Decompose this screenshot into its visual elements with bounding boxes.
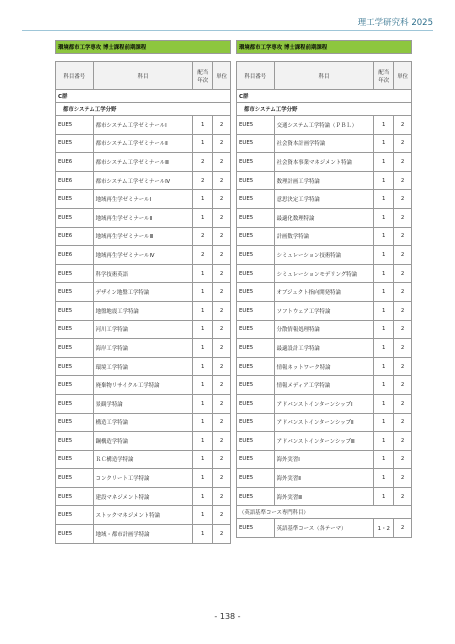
cell-code: EUE5 <box>237 171 275 190</box>
cell-credits: 2 <box>213 301 231 320</box>
page-header-title: 理工学研究科 2025 <box>357 18 433 28</box>
cell-year: 1・2 <box>374 519 394 538</box>
cell-name: アドバンストインターンシップⅢ <box>274 432 374 451</box>
table-row <box>237 283 412 302</box>
cell-name: 海外実習Ⅲ <box>274 487 374 506</box>
cell-year: 1 <box>374 208 394 227</box>
cell-code: EUE5 <box>237 376 275 395</box>
header-unit: 単位 <box>213 62 231 90</box>
cell-year: 1 <box>193 413 213 432</box>
cell-name: 海外実習Ⅰ <box>274 450 374 469</box>
cell-credits: 2 <box>213 469 231 488</box>
cell-name: 建設マネジメント特論 <box>93 487 193 506</box>
cell-code: EUE5 <box>237 227 275 246</box>
cell-name: 地域再生学ゼミナールⅠ <box>93 190 193 209</box>
cell-name: 地域・都市計画学特論 <box>93 525 193 544</box>
cell-year: 1 <box>374 376 394 395</box>
table-row <box>237 171 412 190</box>
cell-year: 1 <box>374 339 394 358</box>
cell-code: EUE5 <box>56 190 94 209</box>
cell-code: EUE5 <box>56 450 94 469</box>
table-row <box>56 246 231 265</box>
cell-name: 景観学特論 <box>93 394 193 413</box>
cell-credits: 2 <box>213 450 231 469</box>
cell-code: EUE5 <box>237 153 275 172</box>
cell-code: EUE5 <box>56 283 94 302</box>
table-title: 環境都市工学専攻 博士課程前期課程 <box>237 41 412 54</box>
page-number: - 138 - <box>214 612 241 621</box>
table-row <box>56 357 231 376</box>
cell-code: EUE5 <box>56 208 94 227</box>
table-row <box>237 301 412 320</box>
cell-code: EUE5 <box>237 208 275 227</box>
cell-credits: 2 <box>213 153 231 172</box>
cell-year: 1 <box>193 506 213 525</box>
cell-year: 2 <box>193 246 213 265</box>
cell-credits: 2 <box>394 357 412 376</box>
cell-name: 社会資本事業マネジメント特論 <box>274 153 374 172</box>
cell-year: 1 <box>193 208 213 227</box>
cell-name: 数理計画工学特論 <box>274 171 374 190</box>
cell-year: 1 <box>374 227 394 246</box>
table-row <box>56 153 231 172</box>
table-row <box>56 264 231 283</box>
cell-credits: 2 <box>394 413 412 432</box>
cell-credits: 2 <box>394 320 412 339</box>
cell-code: EUE5 <box>237 246 275 265</box>
header-code: 科目番号 <box>237 62 275 90</box>
cell-year: 1 <box>193 301 213 320</box>
cell-year: 2 <box>193 153 213 172</box>
cell-name: 鋼構造学特論 <box>93 432 193 451</box>
field-label: 都市システム工学分野 <box>237 103 412 116</box>
cell-year: 1 <box>374 246 394 265</box>
cell-code: EUE5 <box>56 264 94 283</box>
cell-name: 計画数学特論 <box>274 227 374 246</box>
cell-year: 1 <box>374 134 394 153</box>
cell-name: アドバンストインターンシップⅠ <box>274 394 374 413</box>
table-row <box>237 246 412 265</box>
cell-name: コンクリート工学特論 <box>93 469 193 488</box>
cell-credits: 2 <box>394 227 412 246</box>
table-row <box>237 320 412 339</box>
table-row <box>237 190 412 209</box>
cell-year: 1 <box>193 264 213 283</box>
cell-credits: 2 <box>213 208 231 227</box>
cell-year: 2 <box>193 171 213 190</box>
cell-year: 1 <box>374 171 394 190</box>
cell-year: 1 <box>193 376 213 395</box>
cell-year: 1 <box>374 283 394 302</box>
cell-credits: 2 <box>394 519 412 538</box>
cell-credits: 2 <box>394 208 412 227</box>
cell-code: EUE5 <box>237 116 275 135</box>
table-row <box>56 283 231 302</box>
cell-year: 1 <box>374 301 394 320</box>
table-row <box>237 339 412 358</box>
table-row <box>56 376 231 395</box>
cell-credits: 2 <box>213 339 231 358</box>
table-row <box>56 171 231 190</box>
cell-name: 地域再生学ゼミナールⅢ <box>93 227 193 246</box>
table-row <box>56 134 231 153</box>
cell-year: 1 <box>374 116 394 135</box>
cell-year: 1 <box>374 487 394 506</box>
table-row <box>237 487 412 506</box>
cell-credits: 2 <box>213 190 231 209</box>
header-divider <box>22 30 433 31</box>
cell-credits: 2 <box>394 376 412 395</box>
cell-credits: 2 <box>213 171 231 190</box>
table-row <box>56 320 231 339</box>
cell-year: 1 <box>374 153 394 172</box>
cell-code: EUE5 <box>56 394 94 413</box>
cell-code: EUE6 <box>56 153 94 172</box>
table-title: 環境都市工学専攻 博士課程前期課程 <box>56 41 231 54</box>
cell-year: 1 <box>193 394 213 413</box>
cell-credits: 2 <box>213 506 231 525</box>
cell-year: 1 <box>374 190 394 209</box>
cell-code: EUE5 <box>56 432 94 451</box>
cell-credits: 2 <box>394 301 412 320</box>
cell-name: 地域再生学ゼミナールⅣ <box>93 246 193 265</box>
header-unit: 単位 <box>394 62 412 90</box>
cell-credits: 2 <box>394 487 412 506</box>
cell-credits: 2 <box>213 394 231 413</box>
cell-name: ソフトウェア工学特論 <box>274 301 374 320</box>
table-row <box>56 339 231 358</box>
cell-code: EUE5 <box>56 357 94 376</box>
cell-name: アドバンストインターンシップⅡ <box>274 413 374 432</box>
cell-year: 1 <box>193 357 213 376</box>
cell-name: 地盤地震工学特論 <box>93 301 193 320</box>
cell-name: 廃棄物リサイクル工学特論 <box>93 376 193 395</box>
cell-code: EUE5 <box>237 432 275 451</box>
cell-name: デザイン地盤工学特論 <box>93 283 193 302</box>
table-row <box>237 227 412 246</box>
table-row <box>237 413 412 432</box>
cell-credits: 2 <box>394 134 412 153</box>
cell-code: EUE5 <box>56 301 94 320</box>
cell-name: 地域再生学ゼミナールⅡ <box>93 208 193 227</box>
cell-code: EUE5 <box>237 134 275 153</box>
cell-name: 海外実習Ⅱ <box>274 469 374 488</box>
cell-name: 都市システム工学ゼミナールⅢ <box>93 153 193 172</box>
cell-year: 1 <box>374 432 394 451</box>
right-course-table <box>236 40 412 538</box>
cell-code: EUE5 <box>237 487 275 506</box>
cell-name: 環境工学特論 <box>93 357 193 376</box>
table-row <box>56 450 231 469</box>
table-row <box>237 153 412 172</box>
cell-code: EUE5 <box>237 190 275 209</box>
table-row <box>237 519 412 538</box>
cell-year: 1 <box>193 469 213 488</box>
table-row <box>56 525 231 544</box>
cell-code: EUE5 <box>237 413 275 432</box>
table-row <box>237 208 412 227</box>
cell-code: EUE5 <box>56 320 94 339</box>
cell-name: 分散情報処理特論 <box>274 320 374 339</box>
cell-credits: 2 <box>213 432 231 451</box>
cell-code: EUE6 <box>56 246 94 265</box>
left-course-table <box>55 40 231 544</box>
cell-name: 都市システム工学ゼミナールⅡ <box>93 134 193 153</box>
cell-year: 1 <box>193 134 213 153</box>
cell-code: EUE5 <box>56 413 94 432</box>
cell-credits: 2 <box>213 320 231 339</box>
cell-year: 1 <box>193 283 213 302</box>
cell-credits: 2 <box>213 264 231 283</box>
cell-name: 意思決定工学特論 <box>274 190 374 209</box>
cell-code: EUE5 <box>56 525 94 544</box>
cell-name: 情報ネットワーク特論 <box>274 357 374 376</box>
group-label: C群 <box>237 90 412 103</box>
cell-code: EUE5 <box>237 320 275 339</box>
cell-code: EUE5 <box>237 394 275 413</box>
cell-name: 構造工学特論 <box>93 413 193 432</box>
cell-code: EUE5 <box>237 283 275 302</box>
cell-credits: 2 <box>213 357 231 376</box>
table-row <box>56 413 231 432</box>
cell-code: EUE5 <box>56 469 94 488</box>
cell-year: 1 <box>374 469 394 488</box>
cell-credits: 2 <box>394 153 412 172</box>
cell-code: EUE5 <box>237 450 275 469</box>
cell-credits: 2 <box>213 525 231 544</box>
cell-code: EUE5 <box>56 134 94 153</box>
cell-credits: 2 <box>213 246 231 265</box>
cell-code: EUE5 <box>56 116 94 135</box>
cell-name: ＲＣ構造学特論 <box>93 450 193 469</box>
cell-year: 1 <box>374 413 394 432</box>
cell-name: 都市システム工学ゼミナールⅣ <box>93 171 193 190</box>
cell-year: 1 <box>374 357 394 376</box>
cell-year: 1 <box>193 432 213 451</box>
cell-credits: 2 <box>213 227 231 246</box>
cell-name: ストックマネジメント特論 <box>93 506 193 525</box>
cell-code: EUE5 <box>56 339 94 358</box>
cell-code: EUE5 <box>237 469 275 488</box>
subsection-label: （英語基準コース専門科目） <box>237 506 412 519</box>
cell-code: EUE5 <box>237 357 275 376</box>
table-row <box>56 190 231 209</box>
cell-credits: 2 <box>394 339 412 358</box>
cell-code: EUE5 <box>237 301 275 320</box>
table-row <box>56 469 231 488</box>
cell-credits: 2 <box>394 432 412 451</box>
cell-code: EUE5 <box>237 519 275 538</box>
cell-name: 最適設計工学特論 <box>274 339 374 358</box>
header-alloc: 配当年次 <box>374 62 394 90</box>
header-name: 科目 <box>274 62 374 90</box>
cell-code: EUE6 <box>56 227 94 246</box>
cell-credits: 2 <box>394 394 412 413</box>
cell-year: 1 <box>374 320 394 339</box>
cell-year: 2 <box>193 227 213 246</box>
cell-credits: 2 <box>394 171 412 190</box>
header-alloc: 配当年次 <box>193 62 213 90</box>
cell-code: EUE5 <box>56 506 94 525</box>
table-row <box>56 394 231 413</box>
table-row <box>56 301 231 320</box>
cell-credits: 2 <box>213 413 231 432</box>
cell-name: シミュレーション技術特論 <box>274 246 374 265</box>
cell-name: 最適化数理特論 <box>274 208 374 227</box>
cell-year: 1 <box>374 394 394 413</box>
table-row <box>237 469 412 488</box>
cell-year: 1 <box>193 320 213 339</box>
table-row <box>237 450 412 469</box>
cell-credits: 2 <box>213 116 231 135</box>
field-label: 都市システム工学分野 <box>56 103 231 116</box>
cell-year: 1 <box>193 116 213 135</box>
cell-year: 1 <box>193 339 213 358</box>
cell-year: 1 <box>374 264 394 283</box>
table-row <box>56 506 231 525</box>
table-row <box>237 394 412 413</box>
cell-code: EUE5 <box>237 264 275 283</box>
cell-code: EUE5 <box>237 339 275 358</box>
cell-year: 1 <box>193 190 213 209</box>
cell-credits: 2 <box>213 376 231 395</box>
cell-name: 都市システム工学ゼミナールⅠ <box>93 116 193 135</box>
cell-name: 社会資本計画学特論 <box>274 134 374 153</box>
cell-year: 1 <box>193 487 213 506</box>
cell-name: 科学技術英語 <box>93 264 193 283</box>
cell-year: 1 <box>374 450 394 469</box>
cell-credits: 2 <box>213 487 231 506</box>
table-row <box>56 116 231 135</box>
table-row <box>56 487 231 506</box>
table-row <box>237 432 412 451</box>
cell-code: EUE5 <box>56 487 94 506</box>
table-row <box>56 432 231 451</box>
cell-credits: 2 <box>394 469 412 488</box>
header-name: 科目 <box>93 62 193 90</box>
cell-credits: 2 <box>394 116 412 135</box>
group-label: C群 <box>56 90 231 103</box>
cell-credits: 2 <box>394 450 412 469</box>
cell-credits: 2 <box>213 283 231 302</box>
table-row <box>237 264 412 283</box>
table-row <box>237 376 412 395</box>
cell-name: 海岸工学特論 <box>93 339 193 358</box>
cell-credits: 2 <box>394 283 412 302</box>
table-row <box>237 134 412 153</box>
cell-name: 情報メディア工学特論 <box>274 376 374 395</box>
cell-code: EUE6 <box>56 171 94 190</box>
cell-name: 交通システム工学特論（ＰＢＬ） <box>274 116 374 135</box>
cell-credits: 2 <box>394 264 412 283</box>
table-row <box>56 208 231 227</box>
header-code: 科目番号 <box>56 62 94 90</box>
cell-credits: 2 <box>394 190 412 209</box>
cell-name: シミュレーションモデリング特論 <box>274 264 374 283</box>
cell-year: 1 <box>193 450 213 469</box>
cell-code: EUE5 <box>56 376 94 395</box>
table-row <box>56 227 231 246</box>
cell-name: 英語基準コース（各テーマ） <box>274 519 374 538</box>
cell-name: 河川工学特論 <box>93 320 193 339</box>
table-row <box>237 116 412 135</box>
cell-credits: 2 <box>213 134 231 153</box>
cell-credits: 2 <box>394 246 412 265</box>
cell-name: オブジェクト指向開発特論 <box>274 283 374 302</box>
cell-year: 1 <box>193 525 213 544</box>
table-row <box>237 357 412 376</box>
